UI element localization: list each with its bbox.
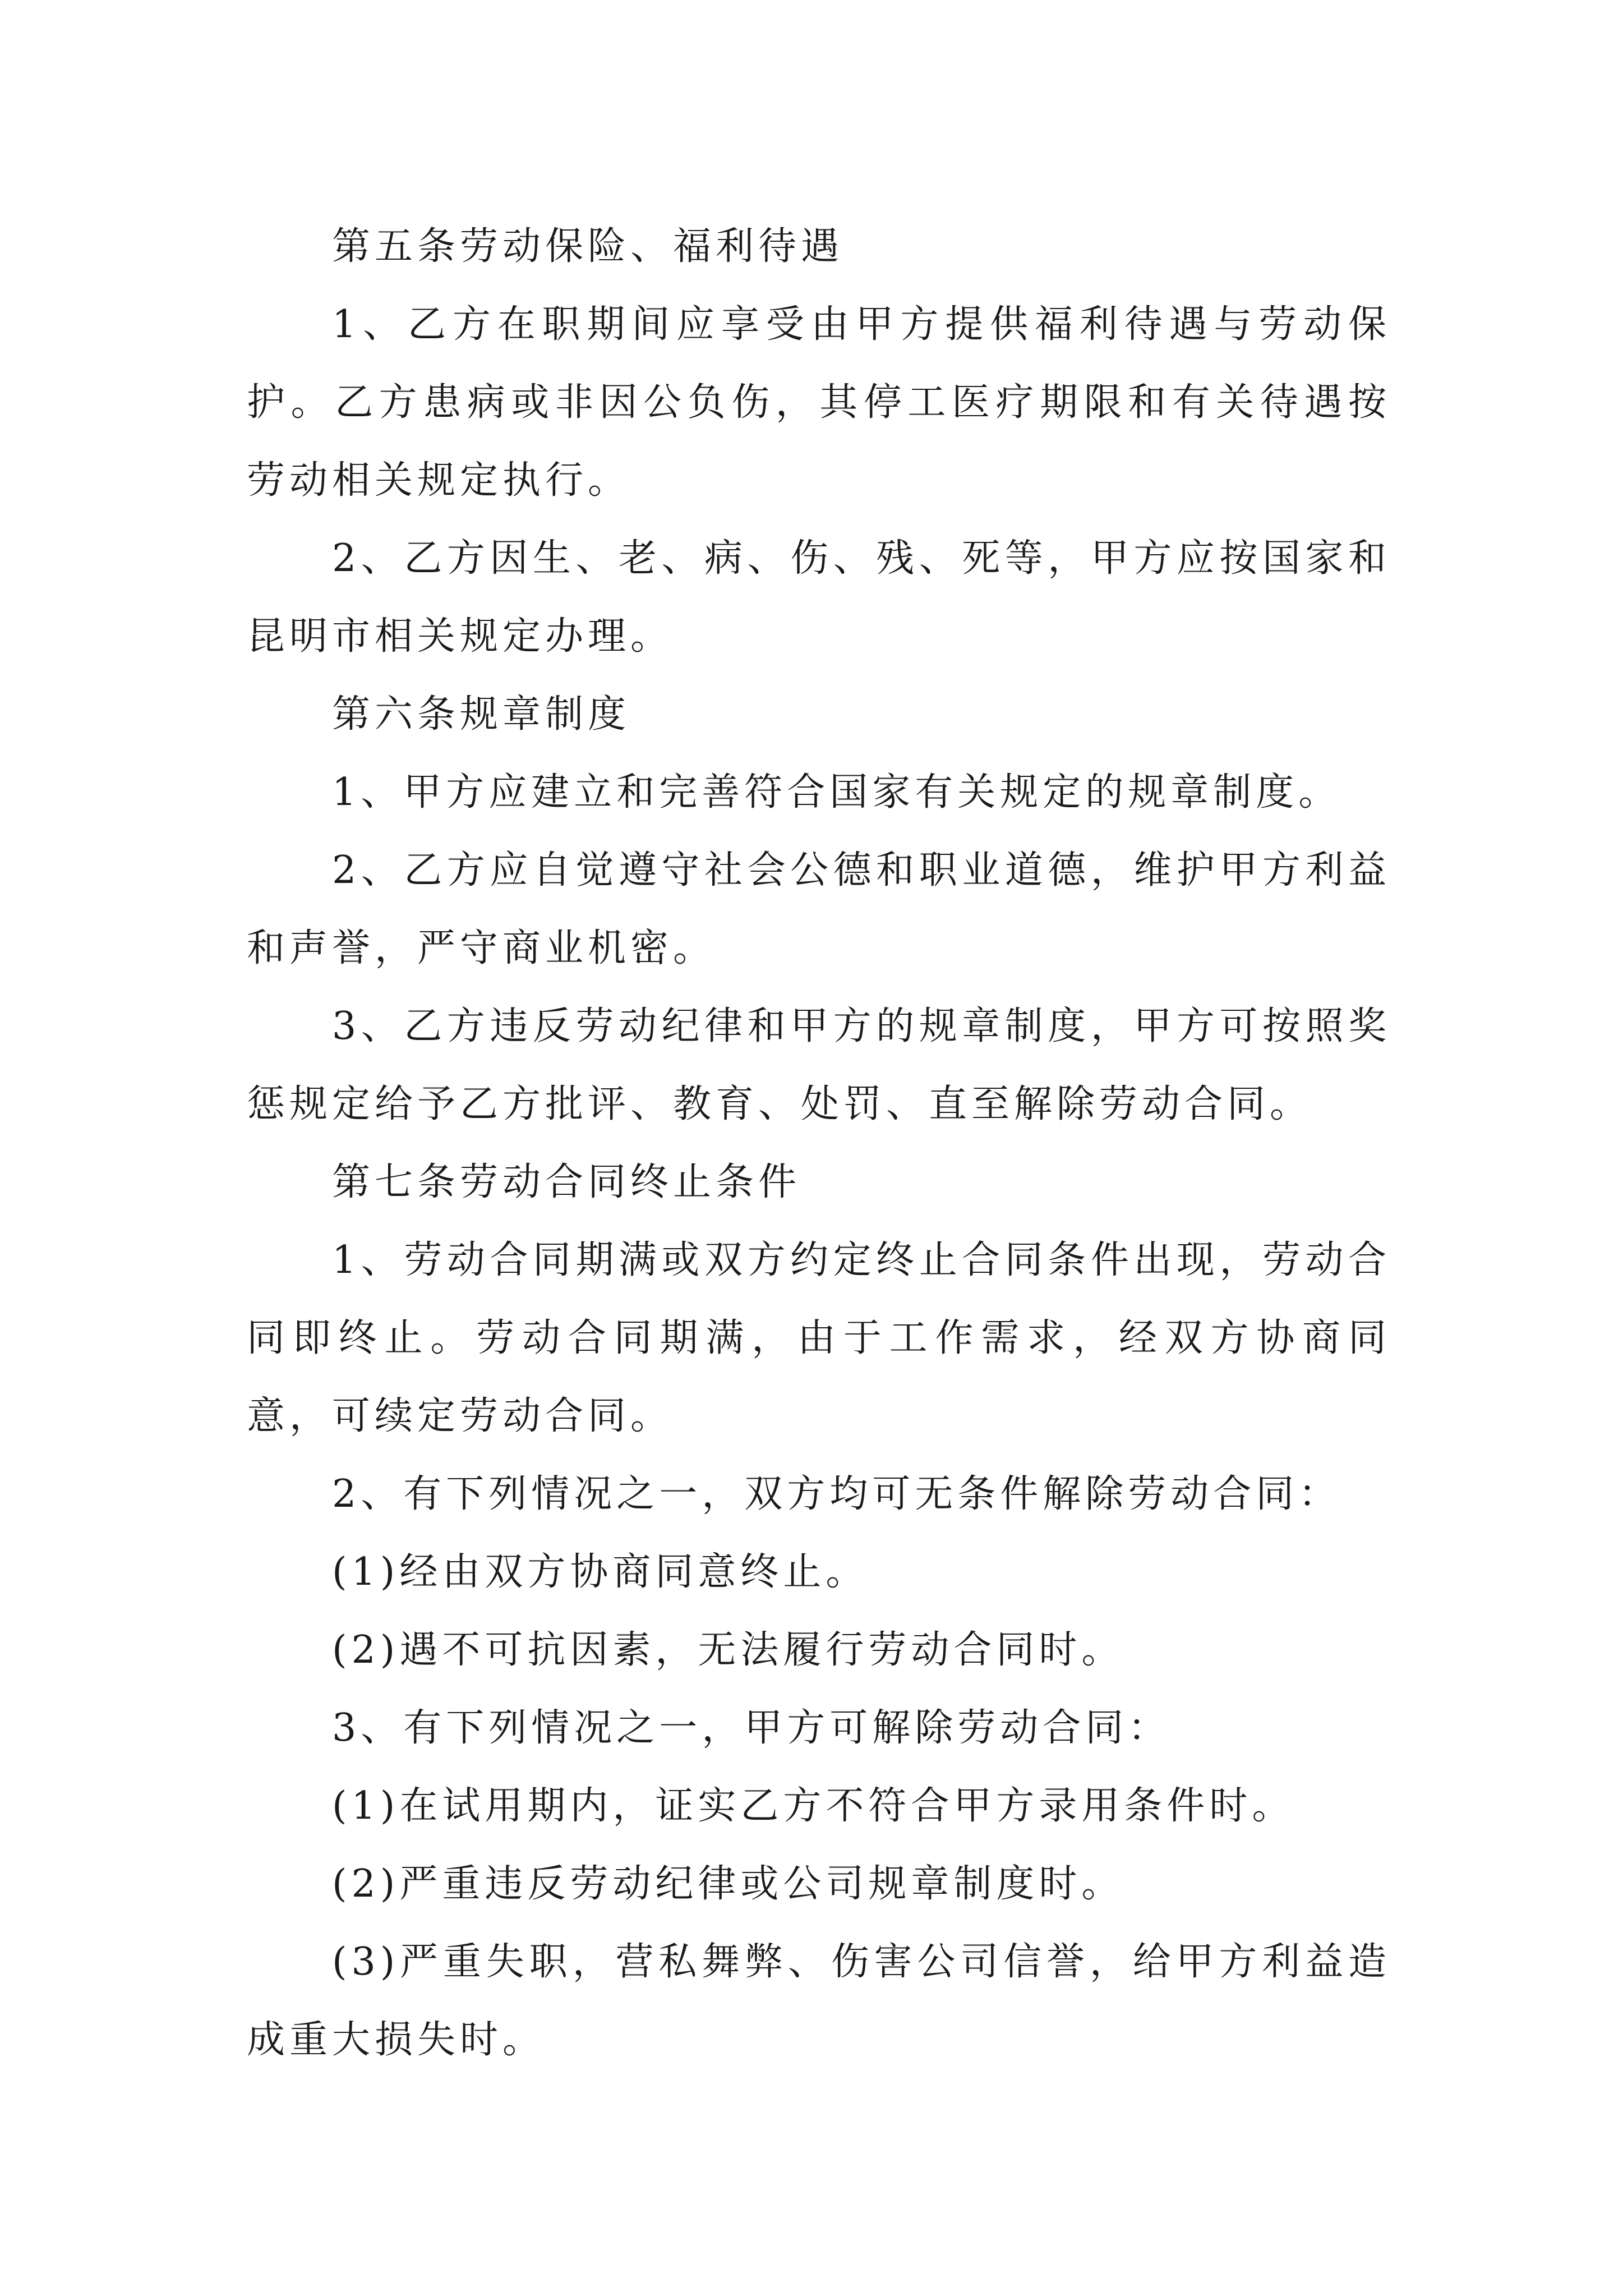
paragraph-7-1: 1、劳动合同期满或双方约定终止合同条件出现，劳动合同即终止。劳动合同期满，由于工作需求，经双方协商同意，可续定劳动合同。 <box>247 1238 1391 1438</box>
paragraph-6-3: 3、乙方违反劳动纪律和甲方的规章制度，甲方可按照奖惩规定给予乙方批评、教育、处罚、直至解除劳动合同。 <box>247 1004 1391 1126</box>
list-item-7-3-3: (3)严重失职，营私舞弊、伤害公司信誉，给甲方利益造成重大损失时。 <box>247 1940 1391 2062</box>
list-item-7-3-1: (1)在试用期内，证实乙方不符合甲方录用条件时。 <box>332 1784 1295 1828</box>
paragraph-7-2: 2、有下列情况之一，双方均可无条件解除劳动合同： <box>332 1472 1341 1516</box>
list-item-7-2-2: (2)遇不可抗因素，无法履行劳动合同时。 <box>332 1628 1124 1672</box>
paragraph-7-3: 3、有下列情况之一，甲方可解除劳动合同： <box>332 1706 1171 1750</box>
paragraph-6-2: 2、乙方应自觉遵守社会公德和职业道德，维护甲方利益和声誉，严守商业机密。 <box>247 848 1391 970</box>
paragraph-5-2: 2、乙方因生、老、病、伤、残、死等，甲方应按国家和昆明市相关规定办理。 <box>247 536 1391 659</box>
paragraph-5-1: 1、乙方在职期间应享受由甲方提供福利待遇与劳动保护。乙方患病或非因公负伤，其停工医疗期限和有关待遇按劳动相关规定执行。 <box>247 302 1391 503</box>
paragraph-6-1: 1、甲方应建立和完善符合国家有关规定的规章制度。 <box>332 770 1341 815</box>
list-item-7-2-1: (1)经由双方协商同意终止。 <box>332 1550 869 1594</box>
document-body <box>247 208 1391 2079</box>
section-heading-article-5: 第五条劳动保险、福利待遇 <box>332 224 844 269</box>
list-item-7-3-2: (2)严重违反劳动纪律或公司规章制度时。 <box>332 1862 1124 1906</box>
section-heading-article-6: 第六条规章制度 <box>332 692 631 737</box>
section-heading-article-7: 第七条劳动合同终止条件 <box>332 1160 801 1204</box>
